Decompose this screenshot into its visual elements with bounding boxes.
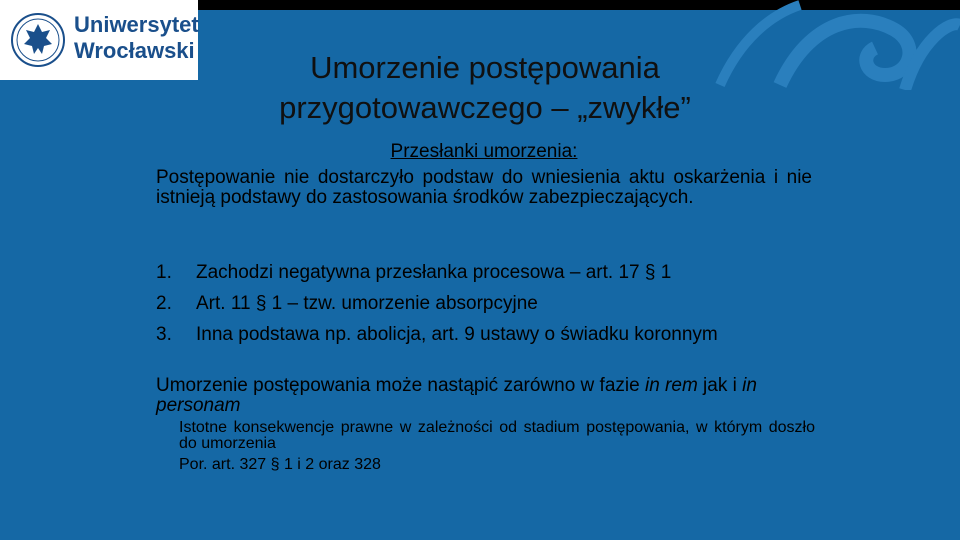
list-item-number: 3. [156, 324, 172, 345]
slide-subtitle: Przesłanki umorzenia: [390, 141, 578, 162]
list-item-text: Inna podstawa np. abolicja, art. 9 ustawy o świadku koronnym [196, 324, 718, 345]
university-seal-icon [10, 10, 66, 70]
list-item-number: 1. [156, 262, 172, 283]
phase-paragraph [156, 376, 816, 416]
list-item-text: Art. 11 § 1 – tzw. umorzenie absorpcyjne [196, 293, 538, 314]
phase-text-start: Umorzenie postępowania może nastąpić zarówno w fazie [156, 375, 645, 396]
list-item [156, 324, 812, 355]
university-logo [0, 0, 198, 80]
list-item [156, 293, 812, 324]
title-line1: Umorzenie postępowania [310, 50, 660, 85]
phase-text-mid: jak i [697, 375, 743, 396]
logo-line2: Wrocławski [74, 38, 195, 63]
list-item [156, 262, 812, 293]
consequences-note: Istotne konsekwencje prawne w zależności od stadium postępowania, w którym doszło do umorzenia [179, 419, 815, 452]
phase-term-in-personam: in personam [156, 375, 757, 416]
title-line2: przygotowawczego – „zwykłe” [279, 90, 691, 125]
list-item-number: 2. [156, 293, 172, 314]
slide-title [200, 48, 770, 128]
premise-paragraph: Postępowanie nie dostarczyło podstaw do wniesienia aktu oskarżenia i nie istnieją podstawy do zastosowania środków zabezpieczających. [156, 167, 812, 208]
article-reference: Por. art. 327 § 1 i 2 oraz 328 [179, 456, 381, 473]
logo-line1: Uniwersytet [74, 12, 199, 37]
premise-list [156, 262, 812, 355]
list-item-text: Zachodzi negatywna przesłanka procesowa – art. 17 § 1 [196, 262, 672, 283]
phase-term-in-rem: in rem [644, 375, 698, 396]
